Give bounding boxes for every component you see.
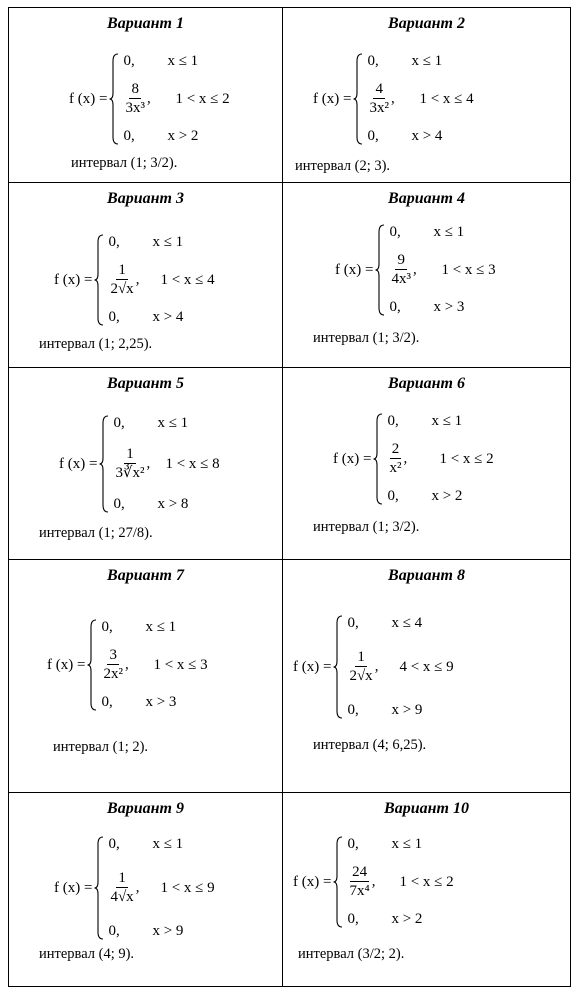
- case-row: [108, 234, 214, 251]
- case-condition: x ≤ 1: [152, 234, 184, 250]
- brace-icon: [333, 836, 343, 928]
- denominator: 4x³: [391, 271, 411, 287]
- brace-icon: [87, 619, 97, 711]
- case-value: 0,: [389, 224, 401, 240]
- fraction: [387, 441, 403, 477]
- variant-title: Вариант 3: [107, 190, 184, 207]
- function-label: f (x) =: [59, 455, 98, 472]
- variant-title: Вариант 7: [107, 567, 184, 584]
- case-condition: 1 < x ≤ 4: [160, 271, 215, 288]
- separator-comma: ,: [403, 450, 408, 467]
- numerator: 1: [118, 262, 126, 278]
- case-value: 0,: [347, 615, 359, 631]
- cases: [123, 53, 229, 145]
- interval-text: интервал (1; 3/2).: [313, 519, 420, 535]
- case-row: [108, 309, 214, 326]
- interval-text: интервал (4; 9).: [39, 946, 135, 962]
- case-row: [101, 694, 207, 711]
- case-row: [347, 864, 453, 900]
- fraction: [347, 864, 371, 900]
- brace-icon: [109, 53, 119, 145]
- brace-icon: [94, 234, 104, 326]
- piecewise-formula: [333, 413, 494, 505]
- variant-title: Вариант 10: [384, 800, 469, 817]
- case-row: [387, 413, 493, 430]
- case-row: [367, 81, 473, 117]
- interval-text: интервал (3/2; 2).: [298, 946, 405, 962]
- variant-title: Вариант 5: [107, 375, 184, 392]
- cases: [389, 224, 495, 316]
- case-row: [347, 911, 453, 928]
- fraction: [108, 870, 135, 906]
- case-value: 0,: [113, 496, 125, 512]
- brace-icon: [375, 224, 385, 316]
- numerator: 8: [131, 81, 139, 97]
- denominator: 7x⁴: [349, 883, 370, 899]
- cases: [108, 836, 214, 940]
- case-value: 0,: [347, 702, 359, 718]
- case-row: [387, 488, 493, 505]
- variant-title: Вариант 8: [388, 567, 465, 584]
- case-row: [108, 870, 214, 906]
- interval-text: интервал (2; 3).: [295, 158, 391, 174]
- variants-table: [8, 7, 571, 987]
- denominator: 3∛x²: [115, 465, 145, 481]
- case-condition: x ≤ 1: [167, 53, 199, 69]
- separator-comma: ,: [135, 271, 140, 288]
- cases: [113, 415, 219, 513]
- case-value: 0,: [389, 299, 401, 315]
- piecewise-formula: [54, 836, 215, 940]
- separator-comma: ,: [146, 455, 151, 472]
- case-row: [123, 53, 229, 70]
- piecewise-formula: [54, 234, 215, 326]
- separator-comma: ,: [371, 873, 376, 890]
- case-condition: x ≤ 1: [411, 53, 443, 69]
- case-condition: 1 < x ≤ 2: [439, 450, 494, 467]
- cases: [108, 234, 214, 326]
- case-row: [108, 836, 214, 853]
- fraction: [347, 649, 374, 685]
- cases: [347, 836, 453, 928]
- case-condition: x ≤ 1: [431, 413, 463, 429]
- case-condition: 1 < x ≤ 9: [160, 879, 215, 896]
- separator-comma: ,: [146, 90, 151, 107]
- variant-title: Вариант 2: [388, 15, 465, 32]
- numerator: 1: [357, 649, 365, 665]
- brace-icon: [94, 836, 104, 940]
- numerator: 24: [352, 864, 368, 880]
- separator-comma: ,: [412, 261, 417, 278]
- case-value: 0,: [347, 836, 359, 852]
- variant-cell: [9, 183, 283, 368]
- denominator: 2x²: [103, 666, 123, 682]
- variant-title: Вариант 1: [107, 15, 184, 32]
- cases: [367, 53, 473, 145]
- case-value: 0,: [123, 128, 135, 144]
- case-row: [389, 224, 495, 241]
- variant-title: Вариант 6: [388, 375, 465, 392]
- piecewise-formula: [335, 224, 496, 316]
- case-condition: 1 < x ≤ 2: [175, 90, 230, 107]
- case-condition: x > 4: [152, 309, 184, 325]
- case-value: 0,: [101, 619, 113, 635]
- function-label: f (x) =: [335, 261, 374, 278]
- case-row: [101, 647, 207, 683]
- separator-comma: ,: [135, 879, 140, 896]
- fraction: [108, 262, 135, 298]
- case-row: [389, 252, 495, 288]
- function-label: f (x) =: [69, 90, 108, 107]
- numerator: 4: [375, 81, 383, 97]
- variant-cell: [283, 368, 571, 560]
- brace-icon: [333, 615, 343, 719]
- denominator: x²: [389, 460, 402, 476]
- case-row: [108, 262, 214, 298]
- case-row: [347, 702, 453, 719]
- interval-text: интервал (4; 6,25).: [313, 737, 427, 753]
- fraction: [113, 446, 146, 482]
- function-label: f (x) =: [54, 879, 93, 896]
- case-value: 0,: [108, 836, 120, 852]
- case-row: [367, 128, 473, 145]
- fraction: [367, 81, 391, 117]
- piecewise-formula: [313, 53, 474, 145]
- case-condition: x ≤ 4: [391, 615, 423, 631]
- case-row: [113, 415, 219, 432]
- numerator: 3: [109, 647, 117, 663]
- case-row: [367, 53, 473, 70]
- piecewise-formula: [69, 53, 230, 145]
- denominator: 4√x: [110, 889, 134, 905]
- case-condition: x ≤ 1: [145, 619, 177, 635]
- variant-cell: [9, 793, 283, 987]
- variant-cell: [283, 793, 571, 987]
- case-condition: x > 8: [157, 496, 189, 512]
- case-condition: x > 4: [411, 128, 443, 144]
- function-label: f (x) =: [293, 873, 332, 890]
- case-condition: 4 < x ≤ 9: [399, 658, 454, 675]
- case-condition: x > 3: [433, 299, 465, 315]
- cases: [347, 615, 453, 719]
- case-value: 0,: [387, 413, 399, 429]
- case-condition: 1 < x ≤ 3: [441, 261, 496, 278]
- function-label: f (x) =: [333, 450, 372, 467]
- case-value: 0,: [347, 911, 359, 927]
- denominator: 2√x: [110, 281, 134, 297]
- case-condition: 1 < x ≤ 4: [419, 90, 474, 107]
- case-condition: x > 2: [431, 488, 463, 504]
- cases: [101, 619, 207, 711]
- fraction: [389, 252, 413, 288]
- numerator: 2: [391, 441, 400, 457]
- case-condition: 1 < x ≤ 8: [165, 455, 220, 472]
- fraction: [123, 81, 147, 117]
- numerator: 1: [118, 870, 126, 886]
- cases: [387, 413, 493, 505]
- variant-cell: [9, 560, 283, 793]
- case-condition: x > 2: [167, 128, 199, 144]
- case-condition: x ≤ 1: [157, 415, 189, 431]
- case-condition: x > 3: [145, 694, 177, 710]
- case-condition: x > 9: [391, 702, 423, 718]
- case-row: [101, 619, 207, 636]
- brace-icon: [373, 413, 383, 505]
- variant-cell: [9, 8, 283, 183]
- denominator: 2√x: [349, 668, 373, 684]
- case-value: 0,: [367, 128, 379, 144]
- case-condition: 1 < x ≤ 2: [399, 873, 454, 890]
- variant-title: Вариант 9: [107, 800, 184, 817]
- case-row: [113, 496, 219, 513]
- interval-text: интервал (1; 2,25).: [39, 336, 153, 352]
- case-row: [113, 446, 219, 482]
- function-label: f (x) =: [47, 656, 86, 673]
- denominator: 3x²: [369, 100, 389, 116]
- separator-comma: ,: [374, 658, 379, 675]
- interval-text: интервал (1; 2).: [53, 739, 149, 755]
- case-value: 0,: [108, 923, 120, 939]
- brace-icon: [353, 53, 363, 145]
- numerator: 9: [397, 252, 405, 268]
- variant-cell: [283, 8, 571, 183]
- fraction: [101, 647, 125, 683]
- interval-text: интервал (1; 3/2).: [313, 330, 420, 346]
- piecewise-formula: [293, 836, 454, 928]
- case-row: [389, 299, 495, 316]
- variant-cell: [9, 368, 283, 560]
- separator-comma: ,: [124, 656, 129, 673]
- piecewise-formula: [47, 619, 208, 711]
- case-row: [347, 836, 453, 853]
- case-value: 0,: [123, 53, 135, 69]
- variant-cell: [283, 560, 571, 793]
- case-row: [123, 81, 229, 117]
- separator-comma: ,: [390, 90, 395, 107]
- case-condition: x ≤ 1: [433, 224, 465, 240]
- denominator: 3x³: [125, 100, 145, 116]
- case-value: 0,: [108, 309, 120, 325]
- case-row: [123, 128, 229, 145]
- case-value: 0,: [113, 415, 125, 431]
- variant-title: Вариант 4: [388, 190, 465, 207]
- case-condition: x ≤ 1: [152, 836, 184, 852]
- piecewise-formula: [293, 615, 454, 719]
- numerator: 1: [126, 446, 134, 462]
- case-value: 0,: [367, 53, 379, 69]
- case-value: 0,: [101, 694, 113, 710]
- piecewise-formula: [59, 415, 220, 513]
- interval-text: интервал (1; 3/2).: [71, 155, 178, 171]
- case-condition: x ≤ 1: [391, 836, 423, 852]
- function-label: f (x) =: [293, 658, 332, 675]
- case-row: [347, 615, 453, 632]
- case-row: [387, 441, 493, 477]
- case-condition: 1 < x ≤ 3: [153, 656, 208, 673]
- variant-cell: [283, 183, 571, 368]
- case-condition: x > 2: [391, 911, 423, 927]
- case-row: [347, 649, 453, 685]
- case-row: [108, 923, 214, 940]
- case-value: 0,: [108, 234, 120, 250]
- function-label: f (x) =: [313, 90, 352, 107]
- case-condition: x > 9: [152, 923, 184, 939]
- interval-text: интервал (1; 27/8).: [39, 525, 153, 541]
- function-label: f (x) =: [54, 271, 93, 288]
- brace-icon: [99, 415, 109, 513]
- case-value: 0,: [387, 488, 399, 504]
